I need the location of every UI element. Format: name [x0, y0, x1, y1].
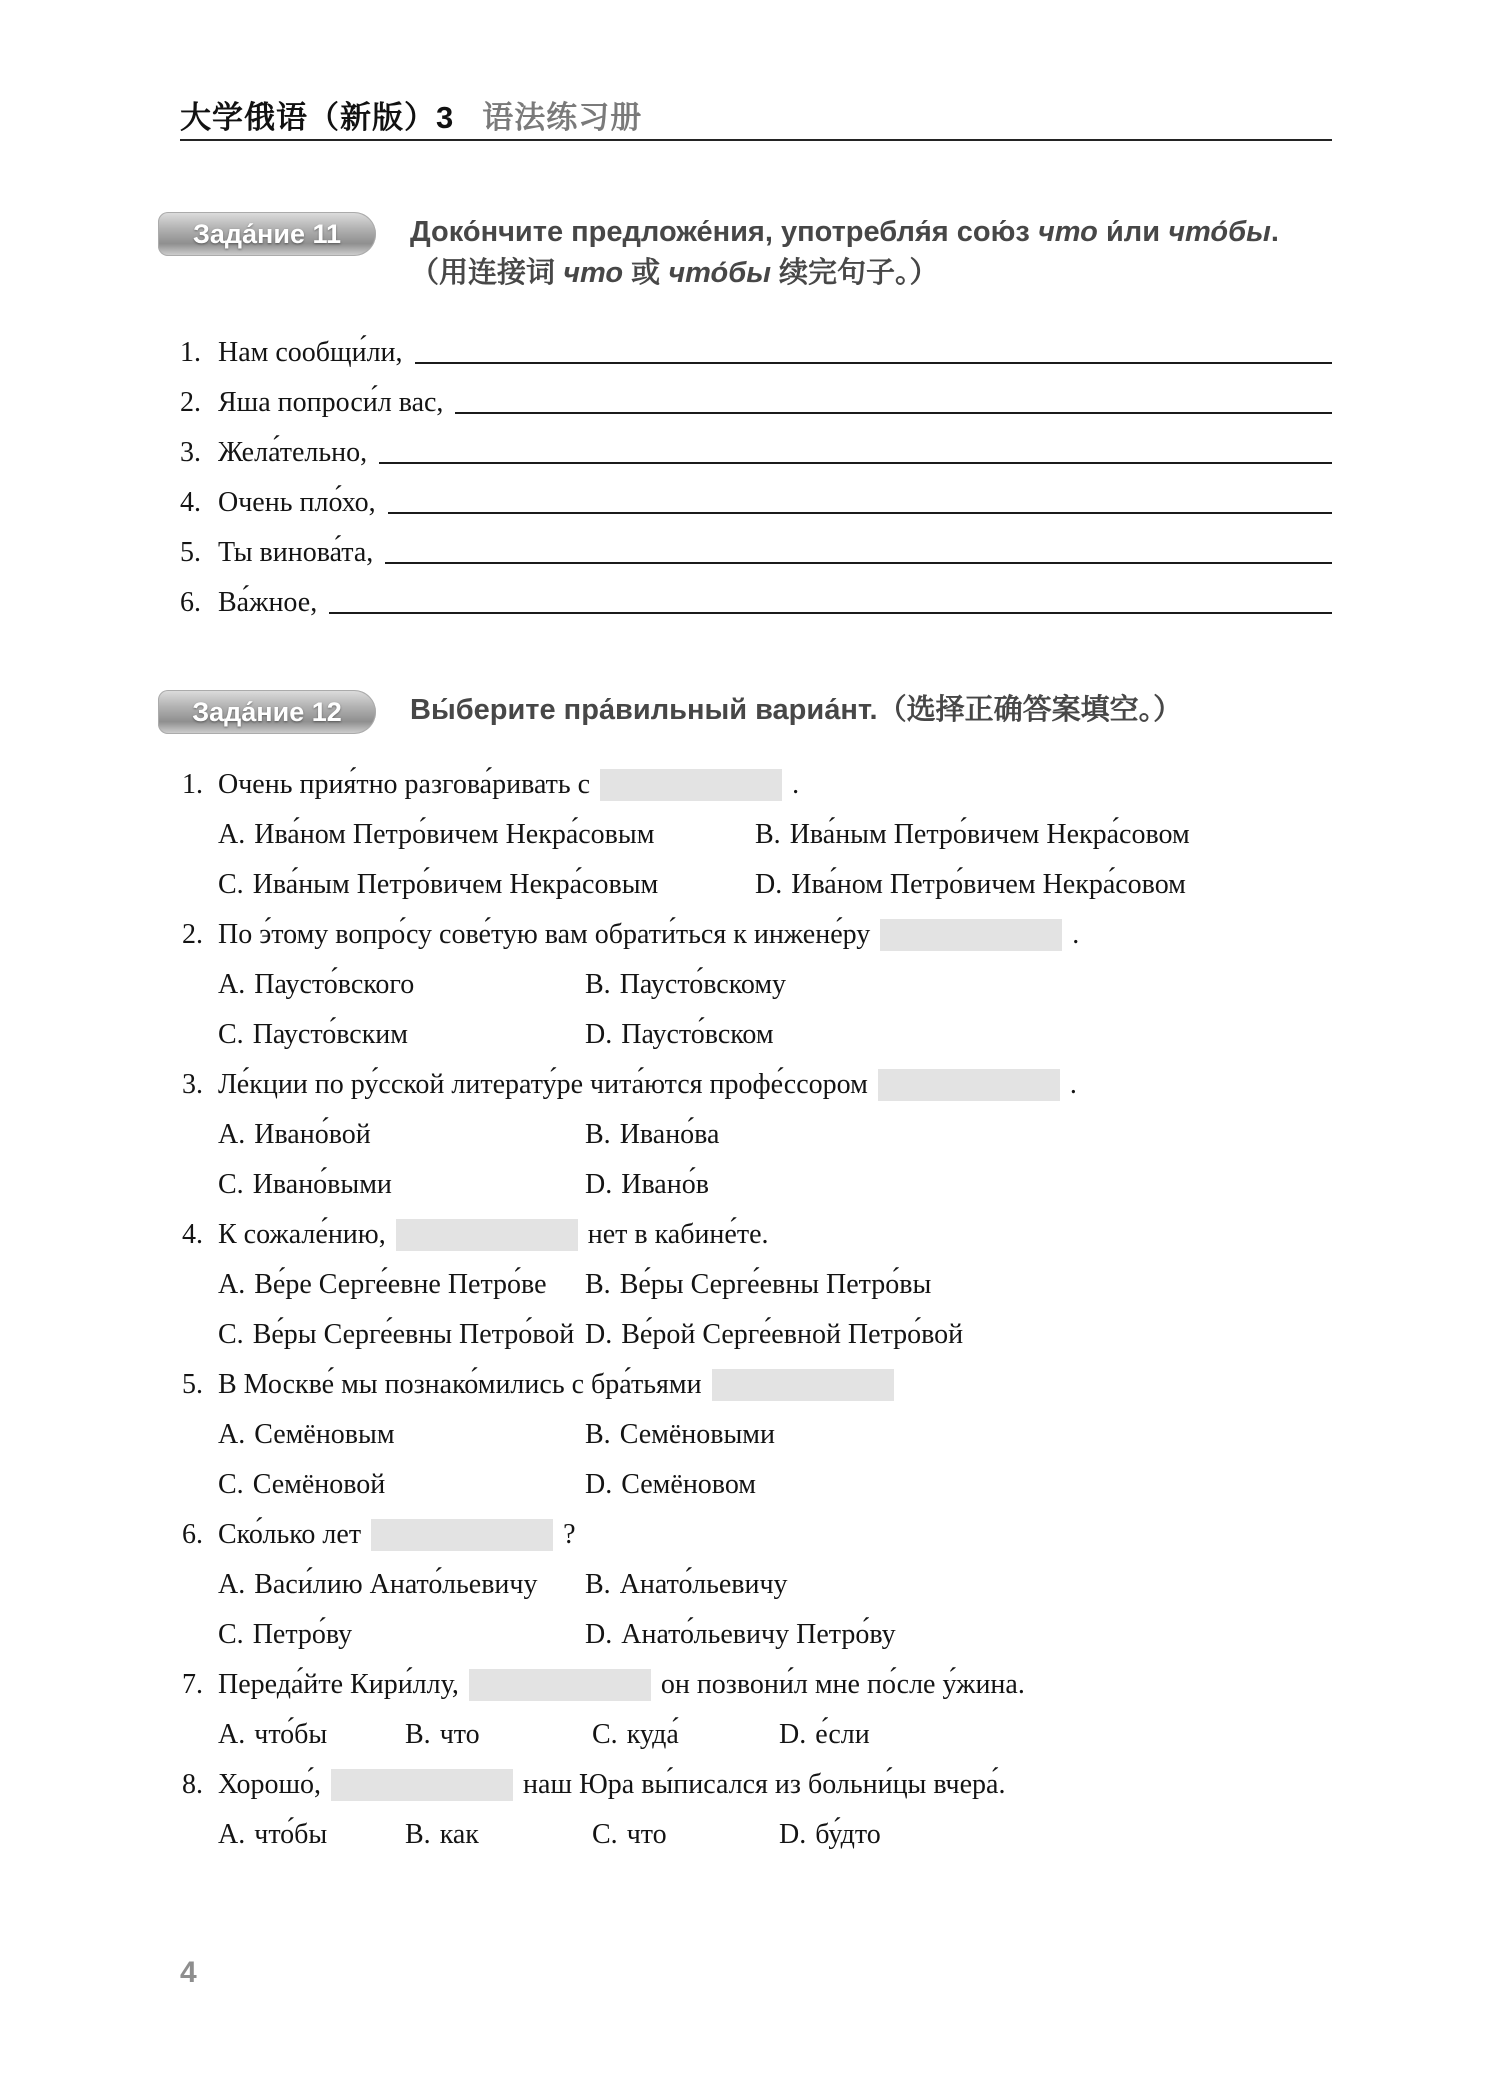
- blank-line: [388, 512, 1332, 514]
- option-label: C.: [218, 1169, 244, 1200]
- option-label: A.: [218, 1119, 246, 1150]
- option-label: C.: [218, 1319, 244, 1350]
- option-label: B.: [405, 1819, 431, 1850]
- option-item: [218, 1110, 585, 1160]
- question-number: 8.: [182, 1769, 203, 1800]
- option-item: [218, 1610, 585, 1660]
- item-text: Жела́тельно,: [218, 437, 368, 468]
- heading-text: Доко́нчите предложе́ния, употребля́я сою́з: [410, 216, 1038, 248]
- option-item: [585, 1110, 1332, 1160]
- option-item: [585, 1260, 1332, 1310]
- option-item: [218, 1310, 585, 1360]
- item-number: 4.: [180, 487, 201, 518]
- option-text: бу́дто: [815, 1819, 881, 1850]
- question-text-after: ?: [563, 1519, 576, 1550]
- option-text: что́бы: [254, 1819, 328, 1850]
- option-text: Ивано́в: [621, 1169, 709, 1200]
- answer-blank: [469, 1669, 651, 1701]
- option-item: [585, 1560, 1332, 1610]
- option-label: C.: [218, 1619, 244, 1650]
- heading-italic-word: что: [1037, 216, 1098, 248]
- question: [182, 1660, 1332, 1760]
- option-text: Паусто́вскому: [619, 969, 787, 1000]
- option-item: [218, 1710, 405, 1760]
- option-label: A.: [218, 969, 246, 1000]
- option-label: D.: [585, 1169, 613, 1200]
- option-text: что: [439, 1719, 480, 1750]
- option-item: [585, 1310, 1332, 1360]
- question-text-before: Переда́йте Кири́ллу,: [218, 1669, 459, 1700]
- option-item: [585, 1410, 1332, 1460]
- option-item: [218, 1260, 585, 1310]
- item-text: Ва́жное,: [218, 587, 318, 618]
- option-item: [755, 810, 1332, 860]
- option-text: Ива́ном Петро́вичем Некра́совым: [254, 819, 655, 850]
- option-label: C.: [218, 869, 244, 900]
- option-item: [218, 810, 755, 860]
- option-label: C.: [218, 1469, 244, 1500]
- option-label: A.: [218, 1269, 246, 1300]
- option-text: что: [626, 1819, 667, 1850]
- option-text: Семёновым: [254, 1419, 395, 1450]
- question-line: [182, 1660, 1332, 1710]
- task-11-section: [158, 212, 1332, 624]
- option-item: [405, 1710, 592, 1760]
- question: [182, 760, 1332, 910]
- option-text: Ве́ры Серге́евны Петро́вы: [619, 1269, 932, 1300]
- answer-blank: [878, 1069, 1060, 1101]
- options: [218, 1110, 1332, 1210]
- option-label: B.: [585, 1569, 611, 1600]
- task12-questions: [182, 760, 1332, 1860]
- blank-line: [415, 362, 1332, 364]
- task-11-head: [158, 212, 1332, 294]
- option-label: D.: [585, 1619, 613, 1650]
- book-subtitle: 语法练习册: [482, 100, 643, 135]
- option-label: B.: [585, 969, 611, 1000]
- item-number: 6.: [180, 587, 201, 618]
- option-text: что́бы: [254, 1719, 328, 1750]
- option-text: Анато́льевичу Петро́ву: [621, 1619, 896, 1650]
- header-rule: [180, 139, 1332, 141]
- option-item: [585, 1460, 1332, 1510]
- blank-line: [385, 562, 1332, 564]
- option-label: D.: [585, 1319, 613, 1350]
- option-label: D.: [585, 1469, 613, 1500]
- option-text: Семёновыми: [619, 1419, 775, 1450]
- question-line: [182, 1510, 1332, 1560]
- task-12-heading: Вы́берите пра́вильный вариа́нт.（选择正确答案填空。）: [410, 694, 1183, 726]
- item-text: Яша попроси́л вас,: [218, 387, 444, 418]
- book-header: [180, 92, 642, 137]
- question-text-after: .: [1069, 1069, 1077, 1100]
- option-text: Ива́ным Петро́вичем Некра́совом: [789, 819, 1190, 850]
- option-item: [218, 860, 755, 910]
- book-title: 大学俄语（新版）3: [180, 100, 455, 135]
- task11-items: [180, 324, 1332, 624]
- option-item: [218, 1010, 585, 1060]
- question-text-after: наш Юра вы́писался из больни́цы вчера́.: [523, 1769, 1006, 1800]
- question-line: [182, 760, 1332, 810]
- option-item: [218, 960, 585, 1010]
- heading-italic-word: что́бы: [668, 257, 771, 289]
- options: [218, 960, 1332, 1060]
- options: [218, 1560, 1332, 1660]
- option-label: C.: [592, 1719, 618, 1750]
- item-number: 3.: [180, 437, 201, 468]
- option-text: Ивано́ва: [619, 1119, 720, 1150]
- option-text: куда́: [626, 1719, 679, 1750]
- answer-blank: [712, 1369, 894, 1401]
- heading-italic-word: что́бы: [1168, 216, 1271, 248]
- task11-heading: [410, 212, 1332, 294]
- option-text: Семёновом: [621, 1469, 757, 1500]
- options: [218, 1710, 1332, 1760]
- option-label: D.: [779, 1819, 807, 1850]
- option-item: [585, 1160, 1332, 1210]
- question-text-before: Ле́кции по ру́сской литерату́ре чита́ются профе́ссором: [218, 1069, 868, 1100]
- fill-in-item: [180, 374, 1332, 424]
- option-text: Паусто́вского: [254, 969, 415, 1000]
- option-item: [585, 1010, 1332, 1060]
- task-11-badge: Зада́ние 11: [158, 212, 376, 256]
- option-text: Васи́лию Анато́льевичу: [254, 1569, 538, 1600]
- options: [218, 1260, 1332, 1360]
- option-text: е́сли: [815, 1719, 870, 1750]
- item-text: Ты винова́та,: [218, 537, 374, 568]
- answer-blank: [396, 1219, 578, 1251]
- option-text: Ве́ры Серге́евны Петро́вой: [252, 1319, 575, 1350]
- question: [182, 1760, 1332, 1860]
- blank-line: [329, 612, 1332, 614]
- question-text-after: .: [1072, 919, 1080, 950]
- task-12-badge: Зада́ние 12: [158, 690, 376, 734]
- option-label: D.: [779, 1719, 807, 1750]
- heading-text: и́ли: [1097, 216, 1169, 248]
- question-text-after: он позвони́л мне по́сле у́жина.: [660, 1669, 1025, 1700]
- question-line: [182, 1360, 1332, 1410]
- question-line: [182, 1210, 1332, 1260]
- option-label: B.: [405, 1719, 431, 1750]
- option-label: D.: [585, 1019, 613, 1050]
- answer-blank: [600, 769, 782, 801]
- item-number: 1.: [180, 337, 201, 368]
- option-text: Ве́ре Серге́евне Петро́ве: [254, 1269, 547, 1300]
- option-item: [405, 1810, 592, 1860]
- blank-line: [379, 462, 1332, 464]
- answer-blank: [371, 1519, 553, 1551]
- blank-line: [455, 412, 1332, 414]
- question: [182, 1360, 1332, 1510]
- question: [182, 1060, 1332, 1210]
- option-text: как: [439, 1819, 479, 1850]
- item-text: Нам сообщи́ли,: [218, 337, 403, 368]
- option-text: Ива́ном Петро́вичем Некра́совом: [791, 869, 1186, 900]
- option-label: A.: [218, 1419, 246, 1450]
- option-item: [218, 1160, 585, 1210]
- question-text-before: К сожале́нию,: [218, 1219, 386, 1250]
- option-item: [585, 1610, 1332, 1660]
- options: [218, 1410, 1332, 1510]
- option-item: [779, 1810, 1332, 1860]
- option-item: [755, 860, 1332, 910]
- question-number: 6.: [182, 1519, 203, 1550]
- question-number: 3.: [182, 1069, 203, 1100]
- heading-text: 续完句子。）: [770, 257, 939, 289]
- option-label: D.: [755, 869, 783, 900]
- question-number: 7.: [182, 1669, 203, 1700]
- question: [182, 910, 1332, 1060]
- question-line: [182, 1060, 1332, 1110]
- option-text: Паусто́вским: [252, 1019, 408, 1050]
- option-label: B.: [585, 1269, 611, 1300]
- option-item: [779, 1710, 1332, 1760]
- option-item: [218, 1460, 585, 1510]
- option-label: B.: [585, 1419, 611, 1450]
- options: [218, 810, 1332, 910]
- option-item: [585, 960, 1332, 1010]
- option-text: Ивано́выми: [252, 1169, 392, 1200]
- options: [218, 1810, 1332, 1860]
- question-number: 2.: [182, 919, 203, 950]
- option-label: A.: [218, 1569, 246, 1600]
- answer-blank: [880, 919, 1062, 951]
- option-label: C.: [592, 1819, 618, 1850]
- question-number: 4.: [182, 1219, 203, 1250]
- item-number: 5.: [180, 537, 201, 568]
- question-text-after: нет в кабине́те.: [587, 1219, 769, 1250]
- item-text: Очень пло́хо,: [218, 487, 376, 518]
- fill-in-item: [180, 474, 1332, 524]
- question-number: 5.: [182, 1369, 203, 1400]
- option-item: [218, 1560, 585, 1610]
- question-line: [182, 910, 1332, 960]
- option-label: B.: [585, 1119, 611, 1150]
- option-item: [592, 1710, 779, 1760]
- option-label: C.: [218, 1019, 244, 1050]
- heading-text: 或: [623, 257, 669, 289]
- question: [182, 1510, 1332, 1660]
- option-label: A.: [218, 1819, 246, 1850]
- option-label: A.: [218, 1719, 246, 1750]
- option-text: Семёновой: [252, 1469, 386, 1500]
- option-text: Ива́ным Петро́вичем Некра́совым: [252, 869, 659, 900]
- question-text-before: В Москве́ мы познако́мились с бра́тьями: [218, 1369, 702, 1400]
- option-text: Ве́рой Серге́евной Петро́вой: [621, 1319, 964, 1350]
- task-12-head: [158, 690, 1332, 734]
- option-item: [592, 1810, 779, 1860]
- heading-text: .（用连接词: [410, 216, 1279, 289]
- fill-in-item: [180, 324, 1332, 374]
- item-number: 2.: [180, 387, 201, 418]
- option-item: [218, 1410, 585, 1460]
- option-label: A.: [218, 819, 246, 850]
- heading-italic-word: что: [563, 257, 624, 289]
- question-text-after: .: [792, 769, 800, 800]
- option-text: Паусто́вском: [621, 1019, 774, 1050]
- question-text-before: Ско́лько лет: [218, 1519, 362, 1550]
- question-text-before: По э́тому вопро́су сове́тую вам обрати́ться к инжене́ру: [218, 919, 871, 950]
- question-line: [182, 1760, 1332, 1810]
- option-label: B.: [755, 819, 781, 850]
- question-text-before: Хорошо́,: [218, 1769, 322, 1800]
- question-number: 1.: [182, 769, 203, 800]
- fill-in-item: [180, 524, 1332, 574]
- option-text: Анато́льевичу: [619, 1569, 788, 1600]
- fill-in-item: [180, 574, 1332, 624]
- page-number: 4: [180, 1956, 197, 1989]
- task-12-section: [158, 690, 1332, 1860]
- question-text-before: Очень прия́тно разгова́ривать с: [218, 769, 591, 800]
- option-text: Петро́ву: [252, 1619, 353, 1650]
- answer-blank: [331, 1769, 513, 1801]
- option-text: Ивано́вой: [254, 1119, 371, 1150]
- fill-in-item: [180, 424, 1332, 474]
- option-item: [218, 1810, 405, 1860]
- question: [182, 1210, 1332, 1360]
